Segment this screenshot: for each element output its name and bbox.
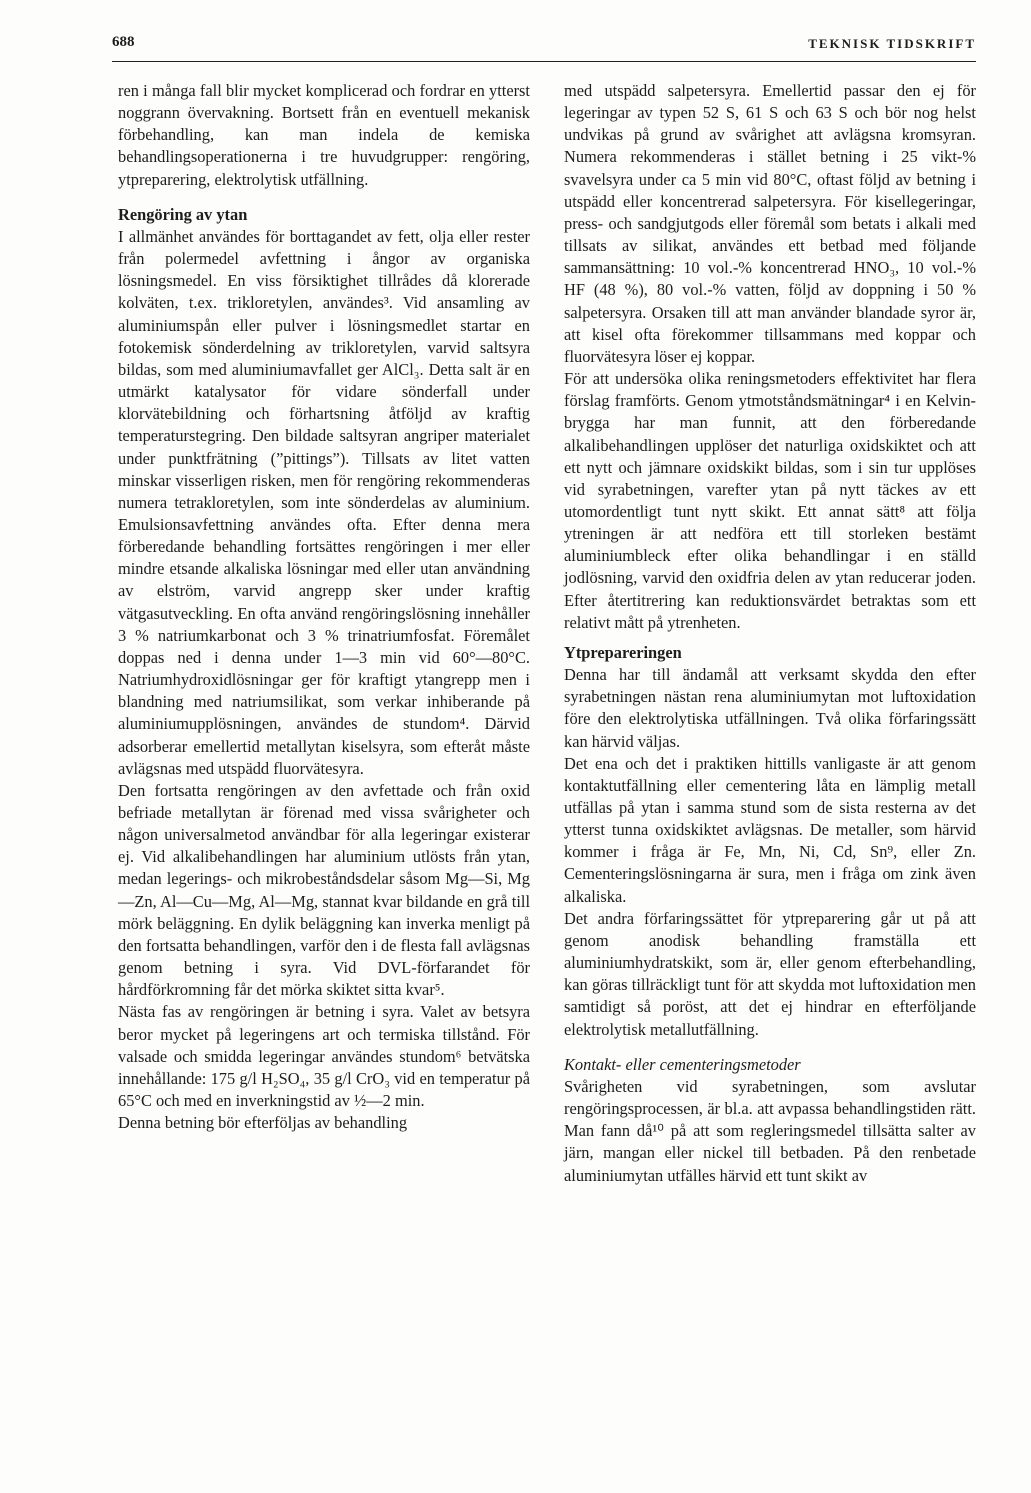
paragraph: Det andra förfaringssättet för ytpreparering går ut på att genom anodisk behandling framställa ett aluminiumhydratskikt, som är, eller genom efterbehandling, kan göras tillräckligt tunt för att skydda mot luftoxidation men samtidigt så poröst, att det ej hindrar en efterföljande elektrolytisk metallutfällning. bbox=[564, 908, 976, 1039]
section-heading: Rengöring av ytan bbox=[118, 204, 248, 224]
paragraph: För att undersöka olika reningsmetoders effektivitet har flera förslag framförts. Genom ytmotståndsmätningar⁴ i en Kelvin-brygga har man funnit, att den förberedande alkalibehandlingen upplöser det naturliga oxidskiktet och att ett nytt och jämnare oxidskikt bildas, som i sin tur upplöses vid syrabetningen, varefter ytan på nytt täckes av ett utomordentligt tunt nytt skikt. Ett annat sätt⁸ att följa ytreningen är att nedföra ett till storleken bestämt aluminiumbleck efter olika behandlingar i en ställd jodlösning, varvid den oxidfria delen av ytan reducerar joden. Efter återtitrering kan reduktionsvärdet betraktas som ett relativt mått på ytrenheten. bbox=[564, 369, 976, 632]
header-rule bbox=[112, 61, 976, 62]
subsection-heading: Kontakt- eller cementeringsmetoder bbox=[564, 1054, 801, 1074]
paragraph: ren i många fall blir mycket komplicerad och fordrar en ytterst noggrann övervakning. Bortsett från en eventuell mekanisk förbehandling, kan man indela de kemiska behandlingsoperationerna i tre huvudgrupper: rengöring, ytpreparering, elektrolytisk utfällning. bbox=[118, 81, 530, 189]
paragraph: med utspädd salpetersyra. Emellertid passar den ej för legeringar av typen 52 S, 61 S och 63 S och bör nog helst undvikas på grund av svårighet att avlägsna kromsyran. Numera rekommenderas i stället betning i 25 vikt-% svavelsyra under ca 5 min vid 80°C, oftast följd av betning i utspädd eller koncentrerad salpetersyra. För kisellegeringar, press- och sandgjutgods eller föremål som betats i alkali med tillsats av silikat, användes ett betbad med följande sammansättning: 10 vol.-% koncentrerad HNO₃, 10 vol.-% HF (48 %), 80 vol.-% vatten, följd av doppning i 50 % salpetersyra. Orsaken till att man använder blandade syror är, att kisel ofta förekommer tillsammans med koppar och fluorvätesyra löser ej koppar. bbox=[564, 81, 976, 366]
right-column bbox=[564, 80, 976, 1187]
paragraph: Denna har till ändamål att verksamt skydda den efter syrabetningen nästan rena aluminiumytan mot luftoxidation före den elektrolytiska utfällningen. Två olika förfaringssätt kan härvid väljas. bbox=[564, 665, 976, 751]
paragraph: Det ena och det i praktiken hittills vanligaste är att genom kontaktutfällning eller cementering låta en lämplig metall utfällas på ytan i samma stund som de sista resterna av det ytterst tunna oxidskiktet avlägsnas. De metaller, som härvid kommer i fråga är Fe, Mn, Ni, Cd, Sn⁹, eller Zn. Cementeringslösningarna är sura, men i fråga om zink även alkaliska. bbox=[564, 753, 976, 906]
paragraph: Denna betning bör efterföljas av behandling bbox=[118, 1113, 408, 1133]
paragraph: Den fortsatta rengöringen av den avfettade och från oxid befriade metallytan är förenad med vissa svårigheter och någon universalmetod användbar för alla legeringar existerar ej. Vid alkalibehandlingen har aluminium utlösts från ytan, medan legerings- och mikrobeståndsdelar såsom Mg—Si, Mg—Zn, Al—Cu—Mg, Al—Mg, stannat kvar bildande en grå till mörk beläggning. En dylik beläggning kan inverka menligt på den fortsatta behandlingen, varför den i de flesta fall avlägsnas genom betning i syra. Vid DVL-förfarandet för hårdförkromning får det mörka skiktet sitta kvar⁵. bbox=[118, 780, 530, 1000]
paragraph: Svårigheten vid syrabetningen, som avslutar rengöringsprocessen, är bl.a. att avpassa behandlingstiden rätt. Man fann då¹⁰ på att som regleringsmedel tillsätta salter av järn, mangan eller nickel till betbaden. På den renbetade aluminiumytan utfälles härvid ett tunt skikt av bbox=[564, 1076, 976, 1185]
left-column bbox=[118, 80, 530, 1134]
page-number: 688 bbox=[112, 34, 135, 50]
journal-title: TEKNISK TIDSKRIFT bbox=[808, 36, 976, 51]
page-header bbox=[112, 34, 976, 62]
section-heading: Ytprepareringen bbox=[564, 642, 682, 662]
paragraph: Nästa fas av rengöringen är betning i syra. Valet av betsyra beror mycket på legeringens art och termiska tillstånd. För valsade och smidda legeringar användes stundom⁶ betvätska innehållande: 175 g/l H₂SO₄, 35 g/l CrO₃ vid en temperatur på 65°C och med en inverkningstid av ½—2 min. bbox=[118, 1002, 530, 1111]
paragraph: I allmänhet användes för borttagandet av fett, olja eller rester från polermedel avfettning i ångor av organiska lösningsmedel. En viss försiktighet tillrådes då klorerade kolväten, t.ex. trikloretylen, användes³. Vid ansamling av aluminiumspån eller pulver i lösningsmedlet startar en fotokemisk sönderdelning av trikloretylen, varvid saltsyra bildas, som med aluminiumavfallet ger AlCl₃. Detta salt är en utmärkt katalysator för vidare sönderfall under klorvätebildning och förhartsning åtföljd av kraftig temperaturstegring. Den bildade saltsyran angriper materialet under punktfrätning (”pittings”). Tillsats av litet vatten minskar visserligen risken, men för rengöring rekommenderas numera tetrakloretylen, som inte sönderdelas av aluminium. Emulsionsavfettning användes ofta. Efter denna mera förberedande behandling fortsättes rengöringen i mer eller mindre etsande alkaliska lösningar med eller utan användning av elström, varvid angrepp sker under kraftig vätgasutveckling. En ofta använd rengöringslösning innehåller 3 % natriumkarbonat och 3 % trinatriumfosfat. Föremålet doppas ned i denna under 1—3 min vid 60°—80°C. Natriumhydroxidlösningar ger för kraftigt ytangrepp men i blandning med natriumsilikat, som verkar inhiberande på aluminiumupplösningen, användes de stundom⁴. Därvid adsorberar emellertid metallytan kiselsyra, som efteråt måste avlägsnas med utspädd fluorvätesyra. bbox=[118, 226, 530, 778]
